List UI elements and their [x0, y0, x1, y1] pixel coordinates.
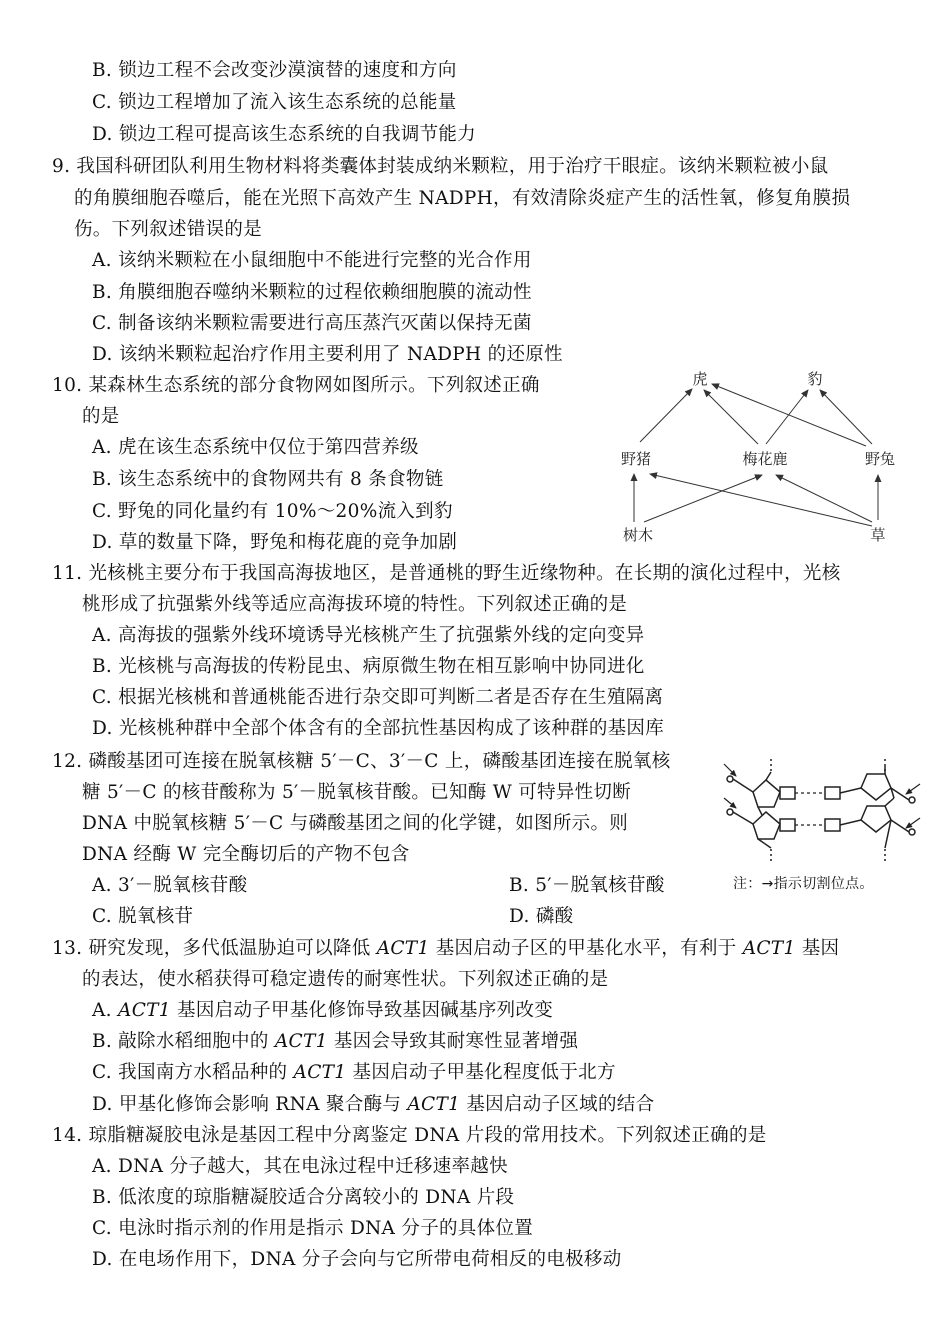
q9-stem-line1: 9. 我国科研团队利用生物材料将类囊体封装成纳米颗粒，用于治疗干眼症。该纳米颗粒被小鼠: [52, 156, 829, 177]
q10-option-d: D. 草的数量下降，野兔和梅花鹿的竞争加剧: [92, 532, 458, 553]
edge-hare-leopard: [820, 390, 872, 444]
q10-stem-line2: 的是: [82, 406, 120, 427]
dna-cleavage-diagram: [722, 752, 922, 870]
q11-option-c: C. 根据光核桃和普通桃能否进行杂交即可判断二者是否存在生殖隔离: [92, 687, 664, 708]
q10-stem-line1: 10. 某森林生态系统的部分食物网如图所示。下列叙述正确: [52, 375, 540, 396]
q11-stem-line2: 桃形成了抗强紫外线等适应高海拔环境的特性。下列叙述正确的是: [82, 594, 628, 615]
q11-option-a: A. 高海拔的强紫外线环境诱导光核桃产生了抗强紫外线的定向变异: [92, 625, 645, 646]
left-sugar-lower: [753, 812, 780, 839]
q13-stem-line2: 的表达，使水稻获得可稳定遗传的耐寒性状。下列叙述正确的是: [82, 969, 609, 990]
q9-stem-line2: 的角膜细胞吞噬后，能在光照下高效产生 NADPH，有效清除炎症产生的活性氧，修复角膜损: [74, 188, 851, 209]
q12-option-b: B. 5′－脱氧核苷酸: [509, 875, 665, 896]
right-sugar-lower: [861, 806, 891, 832]
right-sugar-upper: [861, 774, 891, 800]
q14-option-c: C. 电泳时指示剂的作用是指示 DNA 分子的具体位置: [92, 1218, 533, 1239]
q12-stem-line1: 12. 磷酸基团可连接在脱氧核糖 5′－C、3′－C 上，磷酸基团连接在脱氧核: [52, 751, 671, 772]
q8-option-d: D. 锁边工程可提高该生态系统的自我调节能力: [92, 124, 477, 145]
q9-option-b: B. 角膜细胞吞噬纳米颗粒的过程依赖细胞膜的流动性: [92, 282, 532, 303]
node-hare: 野兔: [864, 450, 896, 468]
q14-option-d: D. 在电场作用下，DNA 分子会向与它所带电荷相反的电极移动: [92, 1249, 622, 1270]
q9-option-a: A. 该纳米颗粒在小鼠细胞中不能进行完整的光合作用: [92, 250, 532, 271]
node-leopard: 豹: [807, 370, 823, 388]
edge-deer-tiger: [704, 390, 758, 444]
q13-stem-line1: 13. 研究发现，多代低温胁迫可以降低 ACT1 基因启动子区的甲基化水平，有利于 ACT1 基因: [52, 938, 840, 959]
q9-stem-line3: 伤。下列叙述错误的是: [74, 219, 263, 240]
q12-stem-line3: DNA 中脱氧核糖 5′－C 与磷酸基团之间的化学键，如图所示。则: [82, 813, 629, 834]
q13-option-b: B. 敲除水稻细胞中的 ACT1 基因会导致其耐寒性显著增强: [92, 1031, 579, 1052]
food-web-diagram: [610, 362, 910, 552]
q12-option-c: C. 脱氧核苷: [92, 906, 194, 927]
cut-site-arrow-1: [724, 764, 736, 776]
q10-option-b: B. 该生态系统中的食物网共有 8 条食物链: [92, 469, 444, 490]
q8-option-b: B. 锁边工程不会改变沙漠演替的速度和方向: [92, 60, 457, 81]
node-boar: 野猪: [620, 450, 652, 468]
q12-option-d: D. 磷酸: [509, 906, 574, 927]
q8-option-c: C. 锁边工程增加了流入该生态系统的总能量: [92, 92, 457, 113]
node-grass: 草: [870, 526, 886, 544]
q13-option-d: D. 甲基化修饰会影响 RNA 聚合酶与 ACT1 基因启动子区域的结合: [92, 1094, 655, 1115]
edge-grass-boar: [650, 474, 872, 526]
q12-option-a: A. 3′－脱氧核苷酸: [92, 875, 248, 896]
cut-site-arrow-3: [906, 784, 920, 794]
left-sugar-upper: [753, 780, 780, 807]
q12-stem-line4: DNA 经酶 W 完全酶切后的产物不包含: [82, 844, 410, 865]
node-tiger: 虎: [692, 370, 708, 388]
edge-deer-leopard: [766, 390, 808, 444]
edge-boar-tiger: [640, 389, 692, 442]
q11-option-b: B. 光核桃与高海拔的传粉昆虫、病原微生物在相互影响中协同进化: [92, 656, 645, 677]
q10-option-a: A. 虎在该生态系统中仅位于第四营养级: [92, 437, 419, 458]
node-tree: 树木: [622, 526, 654, 544]
cut-site-arrow-2: [724, 798, 736, 808]
edge-tree-deer: [644, 475, 762, 522]
q10-option-c: C. 野兔的同化量约有 10%～20%流入到豹: [92, 501, 453, 522]
q14-stem-line1: 14. 琼脂糖凝胶电泳是基因工程中分离鉴定 DNA 片段的常用技术。下列叙述正确的是: [52, 1125, 767, 1146]
q11-option-d: D. 光核桃种群中全部个体含有的全部抗性基因构成了该种群的基因库: [92, 718, 665, 739]
q9-option-c: C. 制备该纳米颗粒需要进行高压蒸汽灭菌以保持无菌: [92, 313, 532, 334]
q11-stem-line1: 11. 光核桃主要分布于我国高海拔地区，是普通桃的野生近缘物种。在长期的演化过程中，光核: [52, 563, 841, 584]
q12-stem-line2: 糖 5′－C 的核苷酸称为 5′－脱氧核苷酸。已知酶 W 可特异性切断: [82, 782, 632, 803]
cut-site-arrow-4: [906, 818, 920, 828]
edge-hare-tiger: [712, 384, 866, 446]
q13-option-a: A. ACT1 基因启动子甲基化修饰导致基因碱基序列改变: [92, 1000, 554, 1021]
node-deer: 梅花鹿: [742, 450, 788, 468]
q9-option-d: D. 该纳米颗粒起治疗作用主要利用了 NADPH 的还原性: [92, 344, 563, 365]
q13-option-c: C. 我国南方水稻品种的 ACT1 基因启动子甲基化程度低于北方: [92, 1062, 616, 1083]
q12-diagram-note: 注：→指示切割位点。: [733, 876, 874, 892]
q14-option-b: B. 低浓度的琼脂糖凝胶适合分离较小的 DNA 片段: [92, 1187, 515, 1208]
q14-option-a: A. DNA 分子越大，其在电泳过程中迁移速率越快: [92, 1156, 508, 1177]
